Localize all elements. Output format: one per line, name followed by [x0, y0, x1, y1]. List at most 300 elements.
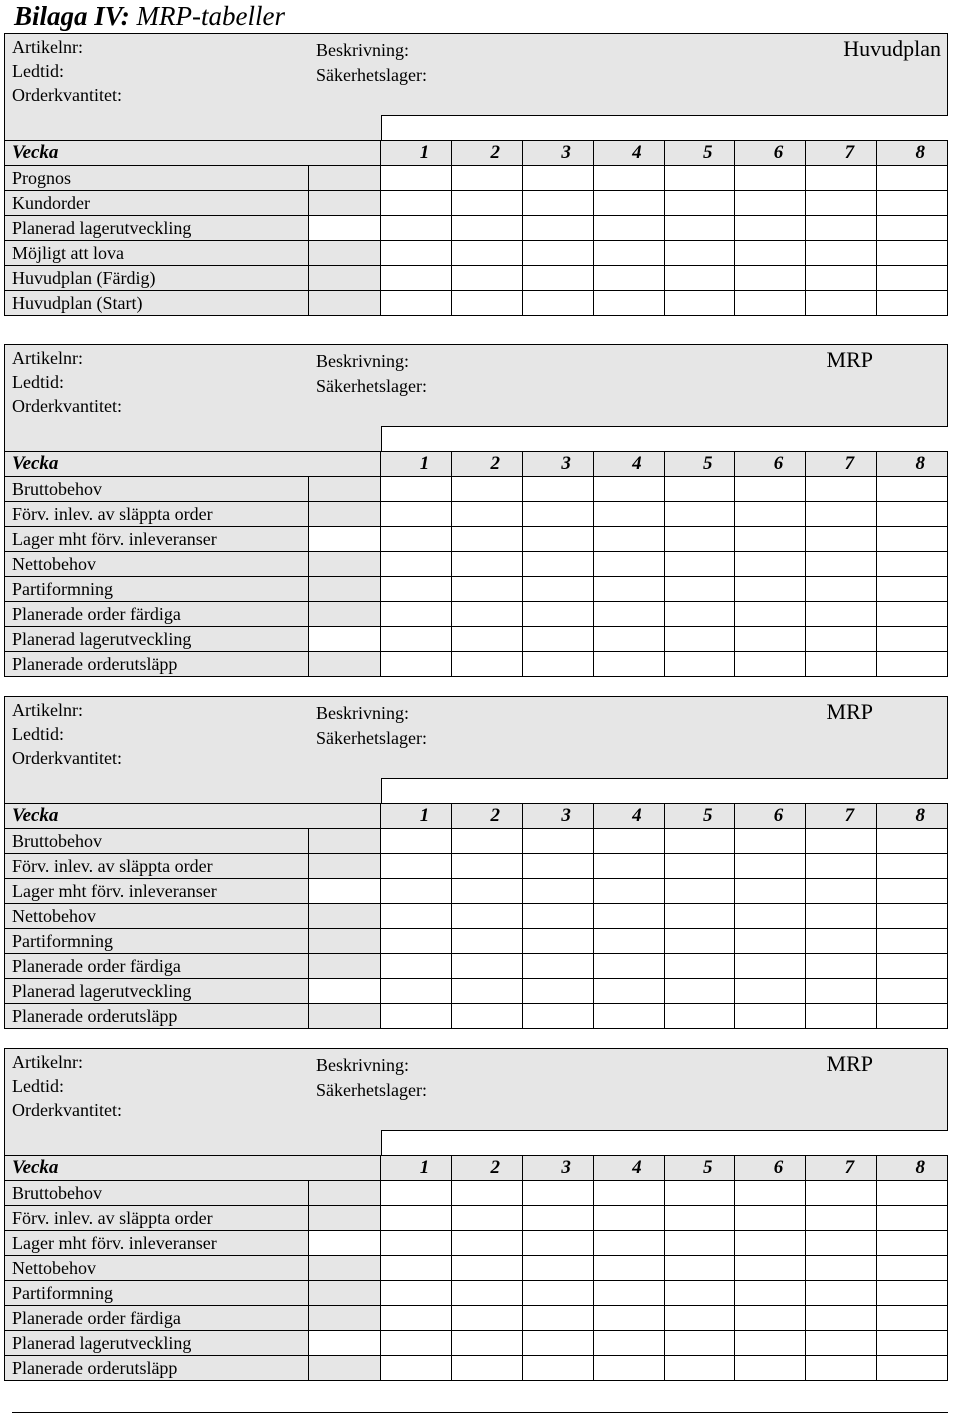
week-cell[interactable]	[593, 216, 664, 241]
week-cell[interactable]	[877, 166, 948, 191]
week-cell[interactable]	[381, 1256, 452, 1281]
row-label: Lager mht förv. inleveranser	[5, 1231, 309, 1256]
table-row	[5, 1231, 948, 1256]
week-cell[interactable]	[523, 1356, 594, 1381]
week-cell[interactable]	[735, 1281, 806, 1306]
week-cell[interactable]	[664, 216, 735, 241]
sakerhetslager-label: Säkerhetslager:	[316, 376, 427, 396]
week-cell[interactable]	[735, 979, 806, 1004]
week-cell[interactable]	[593, 291, 664, 316]
week-cell[interactable]	[877, 1206, 948, 1231]
week-number: 8	[877, 804, 948, 829]
week-cell[interactable]	[381, 527, 452, 552]
week-cell[interactable]	[664, 627, 735, 652]
week-cell[interactable]	[806, 216, 877, 241]
week-cell[interactable]	[664, 241, 735, 266]
week-cell[interactable]	[381, 291, 452, 316]
week-cell[interactable]	[593, 502, 664, 527]
week-cell[interactable]	[381, 1231, 452, 1256]
initial-value-cell[interactable]	[309, 1331, 381, 1356]
mrp-grid	[4, 140, 948, 316]
week-cell[interactable]	[381, 879, 452, 904]
week-cell[interactable]	[523, 829, 594, 854]
week-cell[interactable]	[664, 954, 735, 979]
row-spacer	[309, 502, 381, 527]
row-spacer	[309, 1306, 381, 1331]
week-cell[interactable]	[806, 854, 877, 879]
row-label: Planerade order färdiga	[5, 954, 309, 979]
week-cell[interactable]	[877, 1181, 948, 1206]
week-cell[interactable]	[877, 1231, 948, 1256]
beskrivning-label: Beskrivning:	[316, 1055, 409, 1075]
week-cell[interactable]	[452, 904, 523, 929]
row-label: Förv. inlev. av släppta order	[5, 1206, 309, 1231]
week-cell[interactable]	[806, 1281, 877, 1306]
week-cell[interactable]	[452, 652, 523, 677]
week-cell[interactable]	[806, 191, 877, 216]
week-cell[interactable]	[664, 979, 735, 1004]
week-cell[interactable]	[877, 1281, 948, 1306]
ledtid-label: Ledtid:	[12, 724, 64, 744]
week-cell[interactable]	[735, 241, 806, 266]
week-cell[interactable]	[735, 829, 806, 854]
initial-value-cell[interactable]	[309, 1231, 381, 1256]
table-row	[5, 216, 948, 241]
week-cell[interactable]	[877, 954, 948, 979]
week-row	[5, 804, 948, 829]
week-cell[interactable]	[806, 1206, 877, 1231]
table-row	[5, 602, 948, 627]
week-number: 6	[735, 804, 806, 829]
week-cell[interactable]	[806, 602, 877, 627]
week-cell[interactable]	[452, 241, 523, 266]
initial-value-cell[interactable]	[309, 216, 381, 241]
week-cell[interactable]	[381, 1356, 452, 1381]
week-number: 1	[381, 141, 452, 166]
week-cell[interactable]	[452, 291, 523, 316]
week-cell[interactable]	[877, 1356, 948, 1381]
row-label: Planerade orderutsläpp	[5, 1356, 309, 1381]
week-cell[interactable]	[806, 166, 877, 191]
week-cell[interactable]	[735, 1181, 806, 1206]
table-row	[5, 1281, 948, 1306]
week-cell[interactable]	[664, 291, 735, 316]
week-cell[interactable]	[735, 1256, 806, 1281]
week-cell[interactable]	[664, 502, 735, 527]
week-cell[interactable]	[452, 829, 523, 854]
week-cell[interactable]	[877, 1331, 948, 1356]
week-cell[interactable]	[381, 1306, 452, 1331]
week-cell[interactable]	[523, 1306, 594, 1331]
week-cell[interactable]	[523, 627, 594, 652]
week-cell[interactable]	[523, 577, 594, 602]
week-cell[interactable]	[806, 879, 877, 904]
week-cell[interactable]	[593, 241, 664, 266]
week-cell[interactable]	[735, 627, 806, 652]
week-number: 6	[735, 141, 806, 166]
week-cell[interactable]	[381, 216, 452, 241]
week-cell[interactable]	[381, 929, 452, 954]
week-cell[interactable]	[735, 191, 806, 216]
page-title-text: MRP-tabeller	[136, 1, 285, 31]
row-label: Planerade orderutsläpp	[5, 1004, 309, 1029]
week-number: 2	[452, 1156, 523, 1181]
beskrivning-label: Beskrivning:	[316, 351, 409, 371]
week-cell[interactable]	[452, 1306, 523, 1331]
week-cell[interactable]	[877, 904, 948, 929]
week-cell[interactable]	[806, 527, 877, 552]
week-cell[interactable]	[664, 829, 735, 854]
week-cell[interactable]	[452, 979, 523, 1004]
week-cell[interactable]	[877, 552, 948, 577]
week-cell[interactable]	[877, 627, 948, 652]
week-cell[interactable]	[523, 1281, 594, 1306]
week-cell[interactable]	[877, 502, 948, 527]
week-cell[interactable]	[735, 502, 806, 527]
vecka-label: Vecka	[5, 141, 381, 166]
week-cell[interactable]	[381, 1004, 452, 1029]
week-cell[interactable]	[806, 979, 877, 1004]
week-cell[interactable]	[381, 552, 452, 577]
week-cell[interactable]	[806, 577, 877, 602]
week-cell[interactable]	[452, 1206, 523, 1231]
week-cell[interactable]	[877, 979, 948, 1004]
week-cell[interactable]	[735, 1206, 806, 1231]
week-cell[interactable]	[593, 1356, 664, 1381]
week-cell[interactable]	[735, 1356, 806, 1381]
week-cell[interactable]	[664, 1206, 735, 1231]
week-cell[interactable]	[735, 1306, 806, 1331]
week-cell[interactable]	[523, 1181, 594, 1206]
week-cell[interactable]	[452, 527, 523, 552]
week-cell[interactable]	[664, 854, 735, 879]
artikelnr-label: Artikelnr:	[12, 348, 83, 368]
week-cell[interactable]	[877, 1256, 948, 1281]
week-number: 5	[664, 452, 735, 477]
week-cell[interactable]	[593, 602, 664, 627]
artikelnr-label: Artikelnr:	[12, 1052, 83, 1072]
week-cell[interactable]	[381, 241, 452, 266]
week-cell[interactable]	[381, 854, 452, 879]
week-cell[interactable]	[664, 266, 735, 291]
week-cell[interactable]	[877, 266, 948, 291]
week-cell[interactable]	[664, 929, 735, 954]
week-number: 3	[523, 141, 594, 166]
week-cell[interactable]	[452, 954, 523, 979]
week-cell[interactable]	[806, 241, 877, 266]
week-cell[interactable]	[806, 1256, 877, 1281]
week-cell[interactable]	[877, 829, 948, 854]
week-cell[interactable]	[593, 954, 664, 979]
week-cell[interactable]	[593, 829, 664, 854]
week-cell[interactable]	[452, 602, 523, 627]
week-cell[interactable]	[452, 929, 523, 954]
week-cell[interactable]	[593, 166, 664, 191]
week-cell[interactable]	[523, 602, 594, 627]
week-cell[interactable]	[381, 979, 452, 1004]
week-cell[interactable]	[523, 1331, 594, 1356]
week-cell[interactable]	[806, 652, 877, 677]
week-cell[interactable]	[381, 1331, 452, 1356]
week-number: 2	[452, 452, 523, 477]
week-cell[interactable]	[877, 577, 948, 602]
week-cell[interactable]	[593, 1281, 664, 1306]
week-header-strip	[4, 426, 948, 451]
week-row	[5, 141, 948, 166]
week-cell[interactable]	[593, 477, 664, 502]
week-cell[interactable]	[523, 241, 594, 266]
row-label: Planerade orderutsläpp	[5, 652, 309, 677]
week-cell[interactable]	[735, 1004, 806, 1029]
week-cell[interactable]	[806, 1306, 877, 1331]
week-cell[interactable]	[664, 527, 735, 552]
week-cell[interactable]	[735, 577, 806, 602]
week-cell[interactable]	[877, 929, 948, 954]
week-cell[interactable]	[735, 954, 806, 979]
week-cell[interactable]	[452, 1281, 523, 1306]
week-cell[interactable]	[381, 904, 452, 929]
week-cell[interactable]	[452, 854, 523, 879]
week-cell[interactable]	[735, 166, 806, 191]
week-cell[interactable]	[381, 1206, 452, 1231]
week-cell[interactable]	[593, 1206, 664, 1231]
week-cell[interactable]	[381, 954, 452, 979]
week-cell[interactable]	[593, 854, 664, 879]
week-cell[interactable]	[452, 502, 523, 527]
week-cell[interactable]	[523, 652, 594, 677]
week-cell[interactable]	[593, 904, 664, 929]
week-cell[interactable]	[806, 1004, 877, 1029]
week-cell[interactable]	[877, 602, 948, 627]
week-cell[interactable]	[593, 979, 664, 1004]
week-cell[interactable]	[877, 1004, 948, 1029]
week-cell[interactable]	[452, 477, 523, 502]
week-cell[interactable]	[664, 552, 735, 577]
week-cell[interactable]	[381, 627, 452, 652]
week-cell[interactable]	[381, 652, 452, 677]
week-cell[interactable]	[877, 291, 948, 316]
week-cell[interactable]	[806, 829, 877, 854]
week-cell[interactable]	[735, 527, 806, 552]
table-row	[5, 829, 948, 854]
week-cell[interactable]	[735, 854, 806, 879]
week-cell[interactable]	[735, 266, 806, 291]
week-cell[interactable]	[735, 602, 806, 627]
initial-value-cell[interactable]	[309, 627, 381, 652]
week-cell[interactable]	[523, 954, 594, 979]
week-cell[interactable]	[523, 1256, 594, 1281]
week-cell[interactable]	[877, 879, 948, 904]
week-cell[interactable]	[877, 216, 948, 241]
week-cell[interactable]	[664, 1004, 735, 1029]
week-cell[interactable]	[593, 1181, 664, 1206]
initial-value-cell[interactable]	[309, 527, 381, 552]
row-spacer	[309, 1004, 381, 1029]
week-cell[interactable]	[806, 291, 877, 316]
week-cell[interactable]	[523, 879, 594, 904]
week-cell[interactable]	[735, 879, 806, 904]
week-cell[interactable]	[523, 904, 594, 929]
artikelnr-label: Artikelnr:	[12, 700, 83, 720]
week-cell[interactable]	[452, 166, 523, 191]
week-cell[interactable]	[664, 477, 735, 502]
week-cell[interactable]	[806, 954, 877, 979]
week-cell[interactable]	[593, 1004, 664, 1029]
week-number: 8	[877, 141, 948, 166]
week-cell[interactable]	[664, 577, 735, 602]
week-cell[interactable]	[877, 191, 948, 216]
week-cell[interactable]	[593, 527, 664, 552]
week-cell[interactable]	[593, 1231, 664, 1256]
week-cell[interactable]	[593, 627, 664, 652]
week-cell[interactable]	[806, 929, 877, 954]
week-cell[interactable]	[664, 904, 735, 929]
week-cell[interactable]	[381, 577, 452, 602]
week-cell[interactable]	[877, 1306, 948, 1331]
week-cell[interactable]	[735, 929, 806, 954]
week-cell[interactable]	[593, 652, 664, 677]
week-cell[interactable]	[593, 929, 664, 954]
ledtid-label: Ledtid:	[12, 1076, 64, 1096]
week-cell[interactable]	[735, 1331, 806, 1356]
week-cell[interactable]	[381, 266, 452, 291]
week-cell[interactable]	[593, 191, 664, 216]
week-cell[interactable]	[664, 1356, 735, 1381]
table-row	[5, 191, 948, 216]
week-cell[interactable]	[664, 166, 735, 191]
week-cell[interactable]	[523, 552, 594, 577]
row-label: Förv. inlev. av släppta order	[5, 502, 309, 527]
week-cell[interactable]	[806, 627, 877, 652]
week-cell[interactable]	[452, 216, 523, 241]
week-cell[interactable]	[523, 1004, 594, 1029]
week-cell[interactable]	[806, 1181, 877, 1206]
table-row	[5, 1306, 948, 1331]
week-cell[interactable]	[664, 1256, 735, 1281]
initial-value-cell[interactable]	[309, 879, 381, 904]
week-cell[interactable]	[593, 552, 664, 577]
week-cell[interactable]	[664, 652, 735, 677]
week-cell[interactable]	[452, 1181, 523, 1206]
week-cell[interactable]	[593, 879, 664, 904]
week-cell[interactable]	[877, 241, 948, 266]
table-row	[5, 502, 948, 527]
week-cell[interactable]	[523, 527, 594, 552]
initial-value-cell[interactable]	[309, 979, 381, 1004]
week-cell[interactable]	[664, 191, 735, 216]
beskrivning-label: Beskrivning:	[316, 40, 409, 60]
week-cell[interactable]	[381, 477, 452, 502]
week-cell[interactable]	[381, 166, 452, 191]
week-cell[interactable]	[523, 854, 594, 879]
week-cell[interactable]	[381, 502, 452, 527]
week-cell[interactable]	[664, 1331, 735, 1356]
week-cell[interactable]	[523, 1206, 594, 1231]
week-cell[interactable]	[452, 577, 523, 602]
week-cell[interactable]	[593, 1256, 664, 1281]
row-spacer	[309, 904, 381, 929]
week-number: 2	[452, 804, 523, 829]
week-cell[interactable]	[452, 1331, 523, 1356]
week-cell[interactable]	[735, 904, 806, 929]
week-cell[interactable]	[664, 1181, 735, 1206]
week-cell[interactable]	[452, 266, 523, 291]
week-cell[interactable]	[735, 216, 806, 241]
week-cell[interactable]	[381, 829, 452, 854]
row-label: Partiformning	[5, 1281, 309, 1306]
week-cell[interactable]	[523, 291, 594, 316]
week-cell[interactable]	[523, 216, 594, 241]
week-cell[interactable]	[381, 1181, 452, 1206]
week-cell[interactable]	[664, 1231, 735, 1256]
week-cell[interactable]	[523, 166, 594, 191]
table-row	[5, 854, 948, 879]
week-cell[interactable]	[806, 477, 877, 502]
week-cell[interactable]	[806, 1331, 877, 1356]
week-cell[interactable]	[452, 627, 523, 652]
week-cell[interactable]	[523, 929, 594, 954]
week-cell[interactable]	[664, 879, 735, 904]
week-cell[interactable]	[877, 527, 948, 552]
week-cell[interactable]	[735, 291, 806, 316]
week-cell[interactable]	[381, 191, 452, 216]
week-cell[interactable]	[806, 552, 877, 577]
week-cell[interactable]	[806, 1356, 877, 1381]
week-cell[interactable]	[877, 477, 948, 502]
week-cell[interactable]	[735, 552, 806, 577]
week-cell[interactable]	[381, 1281, 452, 1306]
row-label: Möjligt att lova	[5, 241, 309, 266]
week-cell[interactable]	[452, 1004, 523, 1029]
week-cell[interactable]	[806, 502, 877, 527]
week-cell[interactable]	[735, 477, 806, 502]
week-cell[interactable]	[523, 477, 594, 502]
table-kind-label: MRP	[826, 347, 873, 372]
week-cell[interactable]	[452, 879, 523, 904]
week-cell[interactable]	[806, 904, 877, 929]
row-label: Planerade order färdiga	[5, 1306, 309, 1331]
week-cell[interactable]	[381, 602, 452, 627]
week-cell[interactable]	[523, 1231, 594, 1256]
week-cell[interactable]	[523, 979, 594, 1004]
week-cell[interactable]	[593, 266, 664, 291]
week-cell[interactable]	[523, 191, 594, 216]
week-cell[interactable]	[664, 1281, 735, 1306]
week-cell[interactable]	[735, 1231, 806, 1256]
week-cell[interactable]	[452, 1256, 523, 1281]
week-cell[interactable]	[806, 266, 877, 291]
week-cell[interactable]	[593, 1331, 664, 1356]
week-number: 1	[381, 804, 452, 829]
week-cell[interactable]	[452, 1356, 523, 1381]
week-cell[interactable]	[593, 1306, 664, 1331]
week-cell[interactable]	[664, 1306, 735, 1331]
week-cell[interactable]	[523, 502, 594, 527]
week-cell[interactable]	[806, 1231, 877, 1256]
week-cell[interactable]	[452, 552, 523, 577]
row-label: Partiformning	[5, 577, 309, 602]
week-cell[interactable]	[593, 577, 664, 602]
week-cell[interactable]	[452, 1231, 523, 1256]
week-cell[interactable]	[877, 652, 948, 677]
week-cell[interactable]	[664, 602, 735, 627]
week-number: 2	[452, 141, 523, 166]
week-cell[interactable]	[877, 854, 948, 879]
week-cell[interactable]	[452, 191, 523, 216]
week-cell[interactable]	[523, 266, 594, 291]
week-cell[interactable]	[735, 652, 806, 677]
blank-week-box	[381, 426, 948, 451]
